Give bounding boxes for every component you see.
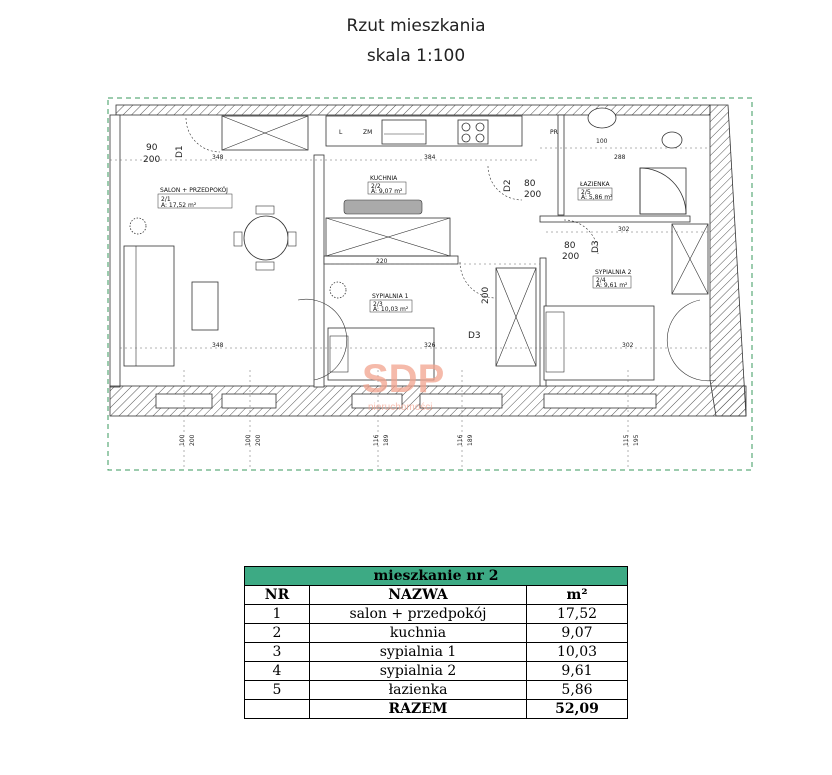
- table-row: [245, 662, 628, 681]
- table-cell: 10,03: [527, 643, 628, 662]
- door-syp2-balcony: [667, 300, 716, 381]
- table-row: [245, 605, 628, 624]
- plan-label: 2/5: [581, 189, 591, 196]
- watermark-sub: nieruchomości: [368, 402, 433, 413]
- table-row: [245, 681, 628, 700]
- wall-top: [116, 105, 710, 115]
- plan-label: 200: [143, 155, 161, 165]
- wall-left: [110, 115, 120, 387]
- plan-label: 80: [524, 179, 536, 189]
- col-area: m²: [527, 586, 628, 605]
- plan-label: 326: [424, 342, 436, 349]
- table-cell: 2: [245, 624, 310, 643]
- table-cell: 3: [245, 643, 310, 662]
- plan-label: 100: [596, 138, 608, 145]
- room-area-table: [244, 566, 628, 719]
- table-cell: 5,86: [527, 681, 628, 700]
- plan-label: 302: [618, 226, 630, 233]
- table-cell: sypialnia 1: [310, 643, 527, 662]
- table-row: [245, 624, 628, 643]
- plan-label: PR: [550, 129, 558, 136]
- table-cell: RAZEM: [310, 700, 527, 719]
- plan-label: ŁAZIENKA: [580, 181, 610, 188]
- door-d1: [186, 118, 220, 152]
- plan-label: ZM: [363, 129, 373, 136]
- kitchen-radiator: [344, 200, 422, 214]
- table-cell: 4: [245, 662, 310, 681]
- table-header: mieszkanie nr 2: [245, 567, 628, 586]
- window-5: [544, 394, 656, 408]
- plant-icon: [130, 218, 146, 234]
- dining-table: [244, 216, 288, 260]
- plan-label: 189: [467, 434, 474, 446]
- table-cell: salon + przedpokój: [310, 605, 527, 624]
- col-name: NAZWA: [310, 586, 527, 605]
- plan-label: 348: [212, 154, 224, 161]
- plan-label: 200: [255, 434, 262, 446]
- plan-label: L: [339, 129, 343, 136]
- table-total-row: [245, 700, 628, 719]
- plan-label: 2/2: [371, 183, 381, 190]
- plan-label: A: 9,61 m²: [596, 282, 628, 289]
- plan-label: 384: [424, 154, 436, 161]
- plan-label: 115: [623, 434, 630, 446]
- table-cell: łazienka: [310, 681, 527, 700]
- table-cell: sypialnia 2: [310, 662, 527, 681]
- col-nr: NR: [245, 586, 310, 605]
- plan-label: 288: [614, 154, 626, 161]
- table-cell: [245, 700, 310, 719]
- plan-label: 116: [457, 434, 464, 446]
- plan-label: 2/4: [596, 277, 606, 284]
- table-cell: 5: [245, 681, 310, 700]
- plan-label: 302: [622, 342, 634, 349]
- plan-label: 2/3: [373, 301, 383, 308]
- plan-label: SYPIALNIA 1: [372, 293, 409, 300]
- table-cell: kuchnia: [310, 624, 527, 643]
- plan-label: D3: [468, 331, 481, 341]
- table-row: [245, 643, 628, 662]
- table-cell: 1: [245, 605, 310, 624]
- plan-label: 200: [562, 252, 580, 262]
- plan-label: 90: [146, 143, 158, 153]
- plan-label: A: 9,07 m²: [371, 188, 403, 195]
- wall-lazienka-bottom: [540, 216, 690, 222]
- table-cell: 9,61: [527, 662, 628, 681]
- plan-label: A: 5,86 m²: [581, 194, 613, 201]
- wall-right: [710, 105, 746, 416]
- plan-label: 195: [633, 434, 640, 446]
- plan-label: A: 17,52 m²: [161, 202, 197, 209]
- plan-label: 189: [383, 434, 390, 446]
- table-cell: 9,07: [527, 624, 628, 643]
- coffee-table: [192, 282, 218, 330]
- plan-label: 100: [179, 434, 186, 446]
- plan-label: 80: [564, 241, 576, 251]
- table-cell: 17,52: [527, 605, 628, 624]
- plan-label: D2: [503, 179, 513, 192]
- table-cell: 52,09: [527, 700, 628, 719]
- shower: [640, 168, 686, 214]
- plant-icon: [330, 282, 346, 298]
- wall-lazienka: [558, 115, 564, 215]
- plan-label: 200: [189, 434, 196, 446]
- plan-label: 220: [376, 258, 388, 265]
- plan-label: 100: [245, 434, 252, 446]
- plan-label: 200: [481, 286, 491, 304]
- kitchen-sink: [382, 120, 426, 144]
- plan-label: KUCHNIA: [370, 175, 398, 182]
- plan-label: SALON + PRZEDPOKÓJ: [160, 187, 228, 194]
- plan-label: D3: [591, 240, 601, 253]
- wall-salon-kuchnia: [314, 155, 324, 387]
- plan-label: D1: [175, 145, 185, 158]
- wall-kuchnia-syp1: [324, 256, 458, 264]
- washbasin: [588, 108, 616, 128]
- toilet: [662, 132, 682, 148]
- plan-label: 348: [212, 342, 224, 349]
- plan-label: 2/1: [161, 196, 171, 203]
- window-2: [222, 394, 276, 408]
- plan-label: 116: [373, 434, 380, 446]
- plan-label: 200: [524, 190, 542, 200]
- plan-label: SYPIALNIA 2: [595, 269, 632, 276]
- plan-scale: skala 1:100: [366, 46, 466, 66]
- plan-title: Rzut mieszkania: [346, 16, 486, 36]
- watermark-logo: SDP: [362, 357, 445, 401]
- plan-label: A: 10,03 m²: [373, 306, 409, 313]
